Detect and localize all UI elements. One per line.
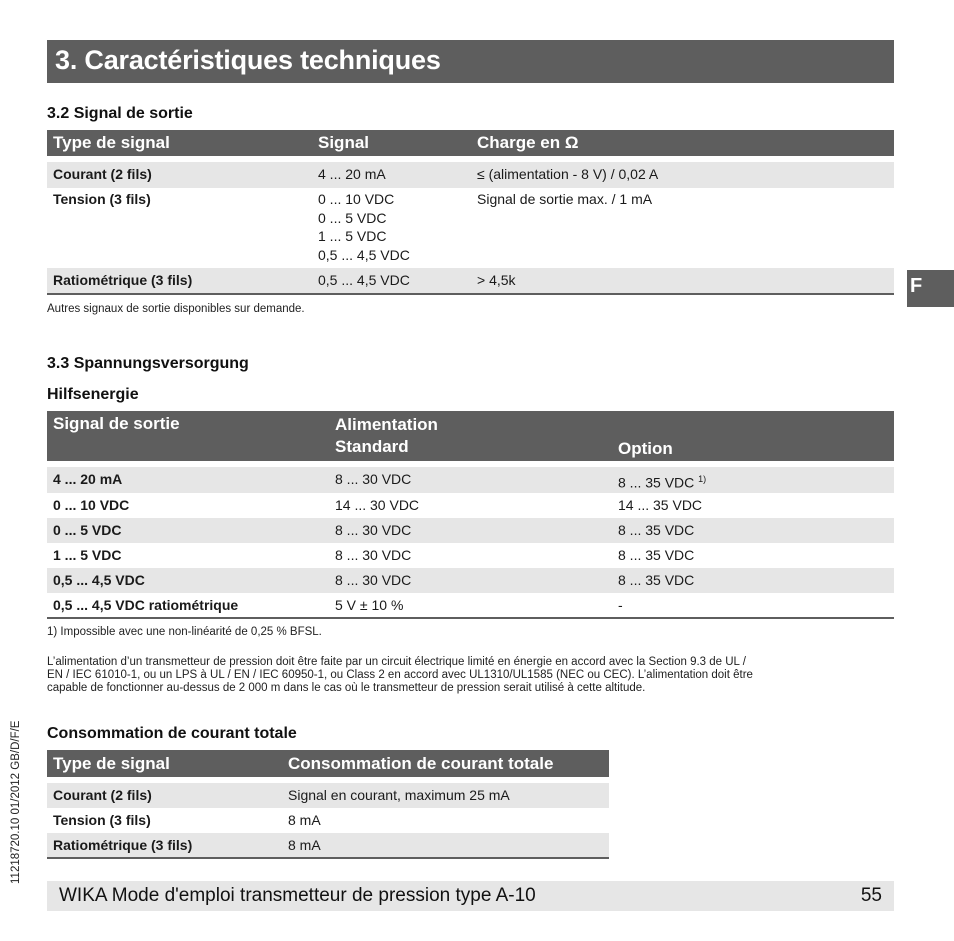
consumption-table bbox=[47, 750, 609, 859]
header-supply-label: Alimentation bbox=[335, 415, 438, 434]
cell-option: 8 ... 35 VDC bbox=[612, 518, 894, 543]
cell-signal bbox=[312, 188, 471, 268]
table-row bbox=[47, 593, 894, 618]
page-title-bar bbox=[47, 40, 894, 83]
header-supply bbox=[329, 411, 612, 461]
footer bbox=[47, 881, 894, 911]
cell-signal: 4 ... 20 mA bbox=[312, 162, 471, 188]
section-33-heading: 3.3 Spannungsversorgung bbox=[47, 355, 249, 372]
cell-standard: 8 ... 30 VDC bbox=[329, 467, 612, 493]
cell-charge: > 4,5k bbox=[471, 268, 894, 294]
cell-option bbox=[612, 467, 894, 493]
language-tab bbox=[907, 270, 954, 307]
signal-line: 0 ... 10 VDC bbox=[318, 191, 395, 207]
header-option: Option bbox=[612, 411, 894, 461]
header-standard-label: Standard bbox=[335, 437, 409, 456]
footnote-marker: 1) bbox=[698, 474, 707, 484]
consumption-heading: Consommation de courant totale bbox=[47, 725, 297, 742]
power-supply-table bbox=[47, 411, 894, 619]
header-charge: Charge en Ω bbox=[471, 130, 894, 156]
cell-charge: ≤ (alimentation - 8 V) / 0,02 A bbox=[471, 162, 894, 188]
output-signal-note: Autres signaux de sortie disponibles sur demande. bbox=[47, 303, 305, 315]
table-row bbox=[47, 783, 609, 808]
cell-output-signal: 0 ... 5 VDC bbox=[47, 518, 329, 543]
table-row bbox=[47, 808, 609, 833]
table-row bbox=[47, 162, 894, 188]
paragraph-line: L’alimentation d’un transmetteur de pression doit être faite par un circuit électrique limité en énergie en accord avec la Section 9.3 de UL / bbox=[47, 656, 746, 668]
table-row bbox=[47, 493, 894, 518]
table-row bbox=[47, 188, 894, 268]
output-signal-table bbox=[47, 130, 894, 295]
cell-output-signal: 0 ... 10 VDC bbox=[53, 496, 130, 513]
header-signal-type: Type de signal bbox=[47, 750, 282, 777]
language-tab-label: F bbox=[910, 275, 923, 297]
cell-output-signal: 0,5 ... 4,5 VDC ratiométrique bbox=[47, 593, 329, 618]
paragraph-line: capable de fonctionner au-dessus de 2 000 m dans le cas où le transmetteur de pression serait utilisé à cette altitude. bbox=[47, 682, 646, 694]
option-value: 8 ... 35 VDC bbox=[618, 474, 695, 491]
cell-standard: 8 ... 30 VDC bbox=[329, 518, 612, 543]
cell-type: Ratiométrique (3 fils) bbox=[47, 268, 312, 294]
page-number: 55 bbox=[860, 885, 882, 906]
cell-signal: 0,5 ... 4,5 VDC bbox=[312, 268, 471, 294]
table-row bbox=[47, 833, 609, 858]
cell-output-signal: 1 ... 5 VDC bbox=[53, 546, 122, 563]
page-title: 3. Caractéristiques techniques bbox=[55, 45, 441, 75]
header-consumption: Consommation de courant totale bbox=[282, 750, 609, 777]
header-signal-type: Type de signal bbox=[47, 130, 312, 156]
header-signal: Signal bbox=[312, 130, 471, 156]
header-output-signal: Signal de sortie bbox=[47, 411, 329, 461]
cell-charge: Signal de sortie max. / 1 mA bbox=[477, 191, 653, 207]
signal-line: 0,5 ... 4,5 VDC bbox=[318, 246, 410, 263]
cell-consumption: 8 mA bbox=[288, 812, 321, 828]
section-33-subheading: Hilfsenergie bbox=[47, 386, 139, 403]
signal-line: 0 ... 5 VDC bbox=[318, 209, 387, 226]
cell-type: Ratiométrique (3 fils) bbox=[47, 833, 282, 858]
document-code: 11218720.10 01/2012 GB/D/F/E bbox=[10, 720, 22, 884]
cell-output-signal: 4 ... 20 mA bbox=[47, 467, 329, 493]
cell-type: Courant (2 fils) bbox=[47, 162, 312, 188]
table-row bbox=[47, 268, 894, 294]
cell-standard: 8 ... 30 VDC bbox=[335, 546, 412, 563]
table-row bbox=[47, 467, 894, 493]
power-supply-footnote: 1) Impossible avec une non-linéarité de 0,25 % BFSL. bbox=[47, 626, 322, 638]
paragraph-line: EN / IEC 61010-1, ou un LPS à UL / EN / IEC 60950-1, ou Class 2 en accord avec UL1310/UL1585 (NEC ou CEC). L’alimentation doit être bbox=[47, 669, 753, 681]
cell-option: 8 ... 35 VDC bbox=[618, 546, 695, 563]
cell-standard: 14 ... 30 VDC bbox=[335, 496, 420, 513]
table-row bbox=[47, 518, 894, 543]
cell-type: Courant (2 fils) bbox=[47, 783, 282, 808]
cell-type: Tension (3 fils) bbox=[53, 812, 151, 828]
cell-type: Tension (3 fils) bbox=[53, 191, 151, 207]
table-row bbox=[47, 543, 894, 568]
cell-option: 8 ... 35 VDC bbox=[612, 568, 894, 593]
signal-line: 1 ... 5 VDC bbox=[318, 228, 387, 244]
table-row bbox=[47, 568, 894, 593]
cell-consumption: 8 mA bbox=[282, 833, 609, 858]
cell-output-signal: 0,5 ... 4,5 VDC bbox=[47, 568, 329, 593]
cell-standard: 5 V ± 10 % bbox=[329, 593, 612, 618]
section-32-heading: 3.2 Signal de sortie bbox=[47, 105, 193, 122]
cell-standard: 8 ... 30 VDC bbox=[329, 568, 612, 593]
cell-consumption: Signal en courant, maximum 25 mA bbox=[282, 783, 609, 808]
footer-text: WIKA Mode d'emploi transmetteur de pression type A-10 bbox=[59, 885, 536, 906]
cell-option: 14 ... 35 VDC bbox=[618, 496, 703, 513]
power-supply-paragraph bbox=[47, 656, 897, 695]
cell-option: - bbox=[612, 593, 894, 618]
